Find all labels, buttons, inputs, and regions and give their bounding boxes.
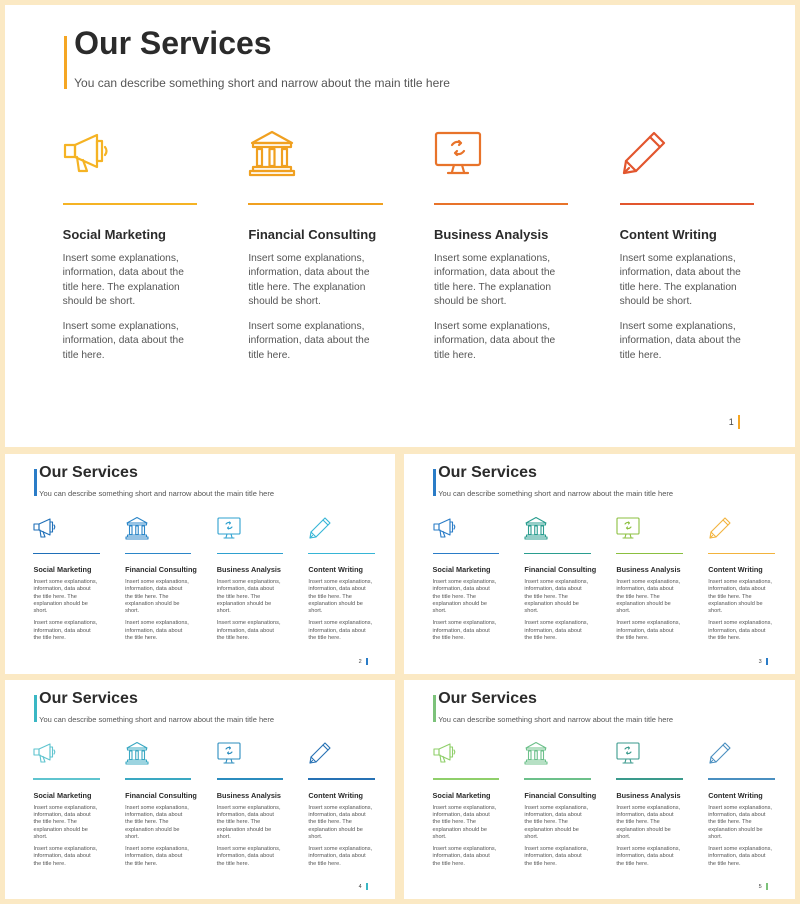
monitor-icon <box>616 741 640 765</box>
service-title: Social Marketing <box>33 790 92 800</box>
bank-icon <box>524 516 548 540</box>
service-title: Social Marketing <box>432 790 491 800</box>
service-column <box>63 129 197 364</box>
service-description-secondary: Insert some explanations, information, data about the title here. <box>433 320 556 361</box>
service-divider <box>308 778 374 780</box>
service-divider <box>616 553 682 555</box>
service-column <box>433 741 499 868</box>
megaphone-icon <box>33 516 57 540</box>
service-description-secondary: Insert some explanations, information, data about the title here. <box>616 620 681 641</box>
service-title: Financial Consulting <box>524 565 597 575</box>
service-divider <box>616 778 682 780</box>
service-description-secondary: Insert some explanations, information, data about the title here. <box>308 846 373 867</box>
slide-title: Our Services <box>438 463 537 481</box>
title-accent-bar <box>433 695 436 721</box>
monitor-icon <box>217 741 241 765</box>
megaphone-icon <box>433 741 457 765</box>
page-number-bar <box>766 658 768 665</box>
page-number-text: 1 <box>728 417 734 428</box>
service-description-secondary: Insert some explanations, information, data about the title here. <box>708 846 772 867</box>
service-description: Insert some explanations, information, data about the title here. The explanation should be short. <box>216 804 281 840</box>
service-title: Content Writing <box>308 790 363 800</box>
service-title: Financial Consulting <box>248 226 377 242</box>
megaphone-icon <box>33 741 57 765</box>
service-description: Insert some explanations, information, data about the title here. The explanation should be short. <box>308 579 373 615</box>
service-divider <box>434 203 568 205</box>
service-description-secondary: Insert some explanations, information, data about the title here. <box>33 846 98 867</box>
service-description: Insert some explanations, information, data about the title here. The explanation should be short. <box>619 252 741 308</box>
pencil-icon <box>308 516 332 540</box>
slide-4[interactable] <box>5 680 395 899</box>
service-description-secondary: Insert some explanations, information, data about the title here. <box>616 846 681 867</box>
service-divider <box>33 553 99 555</box>
service-description-secondary: Insert some explanations, information, data about the title here. <box>248 320 370 361</box>
service-description: Insert some explanations, information, data about the title here. The explanation should be short. <box>33 579 98 615</box>
service-column <box>616 516 682 643</box>
service-column <box>524 516 597 643</box>
service-divider <box>524 553 590 555</box>
service-divider <box>63 203 197 205</box>
slide-subtitle: You can describe something short and narrow about the main title here <box>39 489 274 499</box>
service-title: Business Analysis <box>616 565 681 575</box>
bank-icon <box>248 129 296 177</box>
service-title: Business Analysis <box>433 226 549 242</box>
service-title: Content Writing <box>308 565 363 575</box>
service-description-secondary: Insert some explanations, information, data about the title here. <box>308 620 373 641</box>
service-title: Business Analysis <box>216 565 281 575</box>
megaphone-icon <box>433 516 457 540</box>
service-column <box>308 741 374 868</box>
service-divider <box>248 203 382 205</box>
service-description-secondary: Insert some explanations, information, data about the title here. <box>125 620 189 641</box>
service-description-secondary: Insert some explanations, information, data about the title here. <box>619 320 741 361</box>
service-description: Insert some explanations, information, data about the title here. The explanation should be short. <box>125 804 189 840</box>
title-accent-bar <box>433 469 436 495</box>
service-divider <box>308 553 374 555</box>
service-description: Insert some explanations, information, data about the title here. The explanation should be short. <box>432 579 497 615</box>
service-title: Social Marketing <box>33 565 92 575</box>
service-description: Insert some explanations, information, data about the title here. The explanation should be short. <box>308 804 373 840</box>
service-divider <box>125 778 191 780</box>
service-divider <box>217 778 283 780</box>
service-title: Financial Consulting <box>125 565 197 575</box>
service-title: Content Writing <box>619 226 717 242</box>
pencil-icon <box>308 741 332 765</box>
service-description-secondary: Insert some explanations, information, data about the title here. <box>708 620 772 641</box>
slide-1[interactable] <box>5 5 795 447</box>
service-description-secondary: Insert some explanations, information, data about the title here. <box>432 620 497 641</box>
service-description: Insert some explanations, information, data about the title here. The explanation should be short. <box>524 579 589 615</box>
service-description: Insert some explanations, information, data about the title here. The explanation should be short. <box>125 579 189 615</box>
service-description-secondary: Insert some explanations, information, data about the title here. <box>33 620 98 641</box>
service-description-secondary: Insert some explanations, information, data about the title here. <box>524 846 589 867</box>
service-description: Insert some explanations, information, data about the title here. The explanation should be short. <box>708 579 772 615</box>
service-title: Financial Consulting <box>524 790 597 800</box>
page-number-bar <box>766 883 768 890</box>
service-description: Insert some explanations, information, data about the title here. The explanation should be short. <box>33 804 98 840</box>
bank-icon <box>125 516 149 540</box>
service-description-secondary: Insert some explanations, information, data about the title here. <box>216 846 281 867</box>
service-column <box>434 129 568 364</box>
service-divider <box>217 553 283 555</box>
slide-title: Our Services <box>74 24 272 61</box>
page-number-text: 2 <box>358 658 362 665</box>
slide-3[interactable] <box>404 454 795 674</box>
slide-subtitle: You can describe something short and narrow about the main title here <box>438 715 674 725</box>
page-number-bar <box>366 658 368 665</box>
service-description: Insert some explanations, information, data about the title here. The explanation should be short. <box>62 252 184 308</box>
service-divider <box>125 553 191 555</box>
monitor-icon <box>616 516 640 540</box>
monitor-icon <box>217 516 241 540</box>
pencil-icon <box>708 741 732 765</box>
service-title: Content Writing <box>708 790 763 800</box>
service-title: Financial Consulting <box>125 790 197 800</box>
megaphone-icon <box>63 129 111 177</box>
service-column <box>708 741 774 868</box>
service-divider <box>33 778 99 780</box>
page-number-text: 3 <box>758 658 762 665</box>
page-number <box>359 883 368 890</box>
service-column <box>248 129 382 364</box>
slide-title: Our Services <box>39 463 138 481</box>
service-description: Insert some explanations, information, data about the title here. The explanation should be short. <box>432 804 497 840</box>
service-description: Insert some explanations, information, data about the title here. The explanation should be short. <box>248 252 370 308</box>
service-divider <box>524 778 590 780</box>
page-number <box>359 658 368 665</box>
service-description: Insert some explanations, information, data about the title here. The explanation should be short. <box>708 804 772 840</box>
slide-subtitle: You can describe something short and narrow about the main title here <box>39 715 274 725</box>
slide-2[interactable] <box>5 454 395 674</box>
service-description-secondary: Insert some explanations, information, data about the title here. <box>125 846 189 867</box>
pencil-icon <box>620 129 668 177</box>
service-column <box>524 741 597 868</box>
page-number-text: 5 <box>758 883 762 890</box>
service-column <box>616 741 682 868</box>
service-column <box>433 516 499 643</box>
service-title: Social Marketing <box>432 565 491 575</box>
bank-icon <box>524 741 548 765</box>
page-number-bar <box>738 415 740 429</box>
page-number <box>759 883 768 890</box>
page-number-text: 4 <box>358 883 362 890</box>
service-description-secondary: Insert some explanations, information, data about the title here. <box>62 320 184 361</box>
service-title: Social Marketing <box>62 226 166 242</box>
service-description: Insert some explanations, information, data about the title here. The explanation should be short. <box>616 579 681 615</box>
service-divider <box>708 553 774 555</box>
service-description-secondary: Insert some explanations, information, data about the title here. <box>524 620 589 641</box>
page-number <box>729 415 740 429</box>
service-column <box>33 516 99 643</box>
slide-title: Our Services <box>438 689 537 707</box>
service-column <box>217 741 283 868</box>
service-column <box>708 516 774 643</box>
service-column <box>125 516 197 643</box>
title-accent-bar <box>34 469 37 495</box>
bank-icon <box>125 741 149 765</box>
monitor-icon <box>434 129 482 177</box>
title-accent-bar <box>34 695 37 721</box>
page-number-bar <box>366 883 368 890</box>
service-column <box>33 741 99 868</box>
service-description-secondary: Insert some explanations, information, data about the title here. <box>216 620 281 641</box>
service-column <box>620 129 754 364</box>
service-title: Business Analysis <box>616 790 681 800</box>
service-description: Insert some explanations, information, data about the title here. The explanation should be short. <box>433 252 556 308</box>
title-accent-bar <box>64 36 67 89</box>
page-number <box>759 658 768 665</box>
service-divider <box>433 778 499 780</box>
slide-title: Our Services <box>39 689 138 707</box>
service-description: Insert some explanations, information, data about the title here. The explanation should be short. <box>216 579 281 615</box>
pencil-icon <box>708 516 732 540</box>
slide-5[interactable] <box>404 680 795 899</box>
service-divider <box>620 203 754 205</box>
service-column <box>217 516 283 643</box>
service-divider <box>433 553 499 555</box>
service-title: Business Analysis <box>216 790 281 800</box>
slide-subtitle: You can describe something short and narrow about the main title here <box>438 489 674 499</box>
service-column <box>125 741 197 868</box>
slide-subtitle: You can describe something short and narrow about the main title here <box>74 75 450 90</box>
service-description-secondary: Insert some explanations, information, data about the title here. <box>432 846 497 867</box>
service-divider <box>708 778 774 780</box>
service-title: Content Writing <box>708 565 763 575</box>
service-column <box>308 516 374 643</box>
service-description: Insert some explanations, information, data about the title here. The explanation should be short. <box>524 804 589 840</box>
service-description: Insert some explanations, information, data about the title here. The explanation should be short. <box>616 804 681 840</box>
